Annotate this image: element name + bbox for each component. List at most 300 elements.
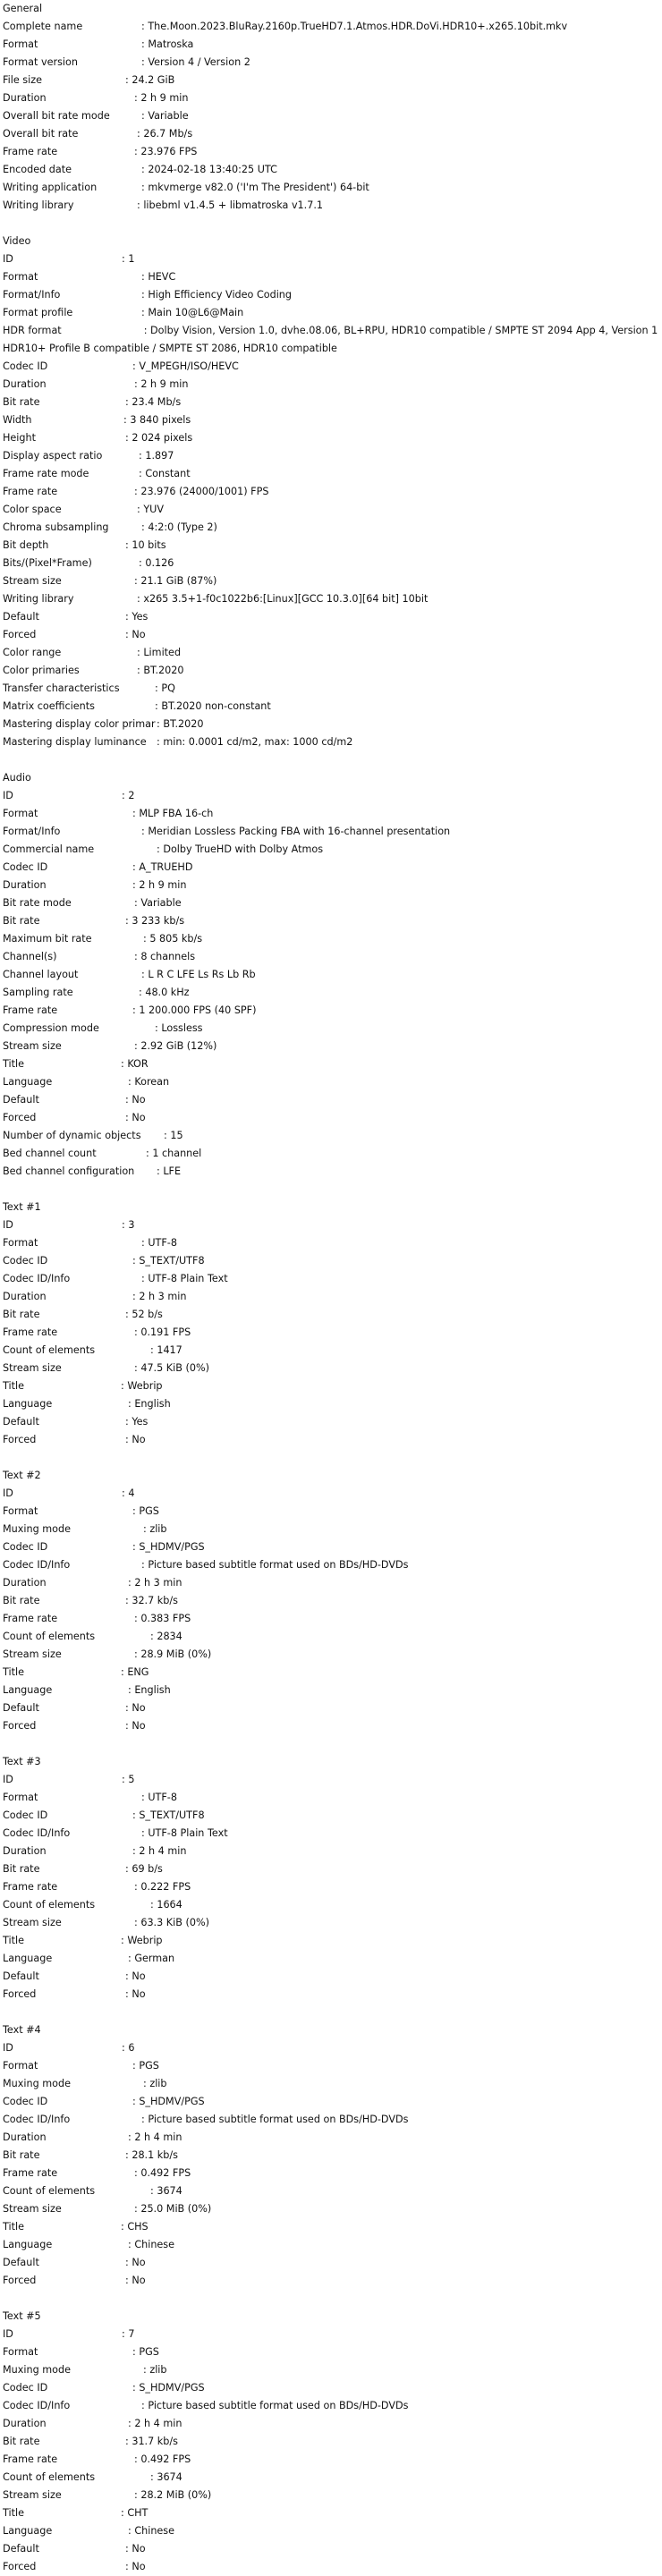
info-row xyxy=(3,447,662,465)
field-value: : 4 xyxy=(122,1487,135,1499)
section-text-3 xyxy=(3,1753,662,2004)
field-value: : LFE xyxy=(157,1165,182,1177)
field-label: Encoded date xyxy=(3,164,72,175)
info-row xyxy=(3,2200,662,2218)
field-value: : 23.976 (24000/1001) FPS xyxy=(134,486,269,497)
field-label: Forced xyxy=(3,2561,37,2572)
field-label: Format xyxy=(3,271,38,283)
field-label: Title xyxy=(3,1935,24,1946)
field-label: Channel layout xyxy=(3,969,79,980)
field-value: : L R C LFE Ls Rs Lb Rb xyxy=(141,969,256,980)
section-text-2 xyxy=(3,1467,662,1735)
field-value: : Webrip xyxy=(121,1935,163,1946)
field-label: Muxing mode xyxy=(3,2078,71,2089)
info-row xyxy=(3,1521,662,1538)
info-row xyxy=(3,877,662,894)
field-label: Stream size xyxy=(3,2489,62,2501)
field-value: : 0.492 FPS xyxy=(134,2453,191,2465)
field-value: : YUV xyxy=(137,504,165,515)
info-row xyxy=(3,2218,662,2236)
field-value: : KOR xyxy=(121,1058,149,1070)
field-value: : Main 10@L6@Main xyxy=(141,307,244,318)
info-row xyxy=(3,36,662,54)
field-label: Codec ID/Info xyxy=(3,1273,71,1284)
field-label: ID xyxy=(3,1774,13,1785)
info-row xyxy=(3,1896,662,1914)
field-value: : High Efficiency Video Coding xyxy=(141,289,292,301)
field-label: Transfer characteristics xyxy=(3,682,120,694)
field-value: : Chinese xyxy=(128,2525,175,2537)
info-row xyxy=(3,429,662,447)
info-row xyxy=(3,1825,662,1843)
field-value: : 31.7 kb/s xyxy=(125,2436,178,2447)
info-row xyxy=(3,1288,662,1306)
info-row xyxy=(3,89,662,107)
info-row xyxy=(3,1556,662,1574)
field-value: : No xyxy=(125,2561,146,2572)
info-row xyxy=(3,72,662,89)
field-value: : 1417 xyxy=(150,1344,182,1356)
field-value: : 8 channels xyxy=(134,951,196,962)
field-value: : PGS xyxy=(132,1505,159,1517)
field-value: : PQ xyxy=(155,682,175,694)
field-value: : No xyxy=(125,1702,146,1714)
field-label: Channel(s) xyxy=(3,951,57,962)
field-label: Frame rate xyxy=(3,146,58,157)
info-row xyxy=(3,2522,662,2540)
field-label: Color space xyxy=(3,504,62,515)
field-label: Mastering display color primar xyxy=(3,718,156,730)
field-label: Forced xyxy=(3,1720,37,1732)
field-label: Commercial name xyxy=(3,843,95,855)
info-row xyxy=(3,2254,662,2272)
field-label: Frame rate xyxy=(3,486,58,497)
field-value: : zlib xyxy=(143,2078,167,2089)
field-value: : 23.976 FPS xyxy=(134,146,198,157)
field-label: Writing application xyxy=(3,182,98,193)
field-value: : 5 xyxy=(122,1774,135,1785)
field-label: Format version xyxy=(3,56,78,68)
field-label: File size xyxy=(3,74,42,86)
info-row xyxy=(3,1986,662,2004)
info-row xyxy=(3,519,662,537)
field-value: : x265 3.5+1-f0c1022b6:[Linux][GCC 10.3.0][64 bit] 10bit xyxy=(137,593,429,605)
info-row xyxy=(3,572,662,590)
field-value: : Dolby TrueHD with Dolby Atmos xyxy=(157,843,324,855)
section-text-4 xyxy=(3,2021,662,2290)
field-value: : PGS xyxy=(132,2346,159,2358)
info-row xyxy=(3,626,662,644)
field-label: Title xyxy=(3,2507,24,2519)
field-value: : UTF-8 Plain Text xyxy=(141,1827,228,1839)
info-row xyxy=(3,1610,662,1628)
field-label: Language xyxy=(3,2239,53,2250)
info-row xyxy=(3,268,662,286)
field-label: Stream size xyxy=(3,1362,62,1374)
field-label: Count of elements xyxy=(3,1899,96,1911)
info-row xyxy=(3,1055,662,1073)
info-row xyxy=(3,2272,662,2290)
field-label: Frame rate mode xyxy=(3,468,89,479)
field-value: : CHS xyxy=(121,2221,149,2233)
field-value: : Yes xyxy=(125,611,149,623)
info-row xyxy=(3,1127,662,1145)
field-value: : Picture based subtitle format used on BDs/HD-DVDs xyxy=(141,2114,409,2125)
field-label: Codec ID xyxy=(3,1809,48,1821)
field-value: : The.Moon.2023.BluRay.2160p.TrueHD7.1.Atmos.HDR.DoVi.HDR10+.x265.10bit.mkv xyxy=(141,21,568,32)
info-row xyxy=(3,1234,662,1252)
field-label: Codec ID xyxy=(3,2382,48,2394)
info-row xyxy=(3,483,662,501)
field-label: Frame rate xyxy=(3,1613,58,1624)
field-value: : 3674 xyxy=(150,2471,182,2483)
field-value: : Chinese xyxy=(128,2239,175,2250)
info-row xyxy=(3,1073,662,1091)
section-title: Text #1 xyxy=(3,1201,41,1213)
field-value: : min: 0.0001 cd/m2, max: 1000 cd/m2 xyxy=(157,736,353,748)
field-label: ID xyxy=(3,1219,13,1231)
field-label: HDR format xyxy=(3,325,62,336)
info-row xyxy=(3,2075,662,2093)
field-value: : 3674 xyxy=(150,2185,182,2197)
field-label: Forced xyxy=(3,2275,37,2286)
info-row xyxy=(3,1860,662,1878)
field-label: Frame rate xyxy=(3,2167,58,2179)
field-value: : 0.191 FPS xyxy=(134,1326,191,1338)
field-value: : 0.492 FPS xyxy=(134,2167,191,2179)
info-row xyxy=(3,2433,662,2451)
field-value: : 1664 xyxy=(150,1899,182,1911)
field-label: Duration xyxy=(3,1845,47,1857)
section-video xyxy=(3,233,662,751)
section-title: Text #4 xyxy=(3,2024,41,2036)
field-value: : 2 024 pixels xyxy=(125,432,193,444)
field-value: : 6 xyxy=(122,2042,135,2054)
field-label: Bit rate xyxy=(3,1595,40,1606)
field-value: : 0.222 FPS xyxy=(134,1881,191,1893)
field-value: : 28.9 MiB (0%) xyxy=(134,1648,212,1660)
info-row xyxy=(3,2147,662,2165)
info-row xyxy=(3,644,662,662)
field-label: Bit rate mode xyxy=(3,897,72,909)
info-row xyxy=(3,859,662,877)
info-row xyxy=(3,2504,662,2522)
field-value: : V_MPEGH/ISO/HEVC xyxy=(132,360,239,372)
field-value: : 47.5 KiB (0%) xyxy=(134,1362,209,1374)
field-value: : No xyxy=(125,2543,146,2555)
field-value: : English xyxy=(128,1398,171,1410)
info-row xyxy=(3,286,662,304)
field-value: : S_HDMV/PGS xyxy=(132,1541,205,1553)
field-label: Duration xyxy=(3,879,47,891)
info-row xyxy=(3,1163,662,1181)
field-value: : 2 h 4 min xyxy=(132,1845,187,1857)
field-label: Muxing mode xyxy=(3,2364,71,2376)
field-label: Stream size xyxy=(3,1917,62,1928)
field-value: : 2 h 4 min xyxy=(128,2131,182,2143)
info-row xyxy=(3,1717,662,1735)
field-label: Forced xyxy=(3,629,37,640)
info-row xyxy=(3,1771,662,1789)
info-row xyxy=(3,2039,662,2057)
section-text-1 xyxy=(3,1199,662,1449)
field-value: : 2 h 9 min xyxy=(134,378,189,390)
field-value: : HEVC xyxy=(141,271,176,283)
field-label: Bit rate xyxy=(3,1309,40,1320)
info-row xyxy=(3,823,662,841)
field-label: Codec ID/Info xyxy=(3,1559,71,1571)
field-label: Count of elements xyxy=(3,1344,96,1356)
section-title: Text #5 xyxy=(3,2310,41,2322)
field-value: : No xyxy=(125,1970,146,1982)
field-label: ID xyxy=(3,2042,13,2054)
field-label: Default xyxy=(3,2257,39,2268)
info-row xyxy=(3,787,662,805)
field-value: : mkvmerge v82.0 ('I'm The President') 64-bit xyxy=(141,182,369,193)
field-label: Stream size xyxy=(3,575,62,587)
field-label: Format xyxy=(3,38,38,50)
field-label: Format/Info xyxy=(3,289,61,301)
field-value: : 24.2 GiB xyxy=(125,74,175,86)
field-label: Bit rate xyxy=(3,2149,40,2161)
info-row xyxy=(3,465,662,483)
field-label: Display aspect ratio xyxy=(3,450,103,462)
field-value: : Lossless xyxy=(155,1022,203,1034)
field-label: Count of elements xyxy=(3,2185,96,2197)
field-value: : Limited xyxy=(137,647,182,658)
field-label: Stream size xyxy=(3,1040,62,1052)
info-row xyxy=(3,1538,662,1556)
field-value: : No xyxy=(125,1720,146,1732)
info-row xyxy=(3,143,662,161)
field-value: : Meridian Lossless Packing FBA with 16-channel presentation xyxy=(141,826,451,837)
field-value: : A_TRUEHD xyxy=(132,861,193,873)
info-row xyxy=(3,912,662,930)
info-row xyxy=(3,1270,662,1288)
info-row xyxy=(3,2165,662,2182)
field-value: : Picture based subtitle format used on BDs/HD-DVDs xyxy=(141,1559,409,1571)
info-row xyxy=(3,948,662,966)
info-row xyxy=(3,161,662,179)
field-label: Title xyxy=(3,2221,24,2233)
field-label: Number of dynamic objects xyxy=(3,1130,141,1141)
field-value: : 25.0 MiB (0%) xyxy=(134,2203,212,2215)
info-row xyxy=(3,716,662,733)
field-label: Bits/(Pixel*Frame) xyxy=(3,557,92,569)
info-row xyxy=(3,2361,662,2379)
info-row xyxy=(3,1002,662,1020)
info-row xyxy=(3,322,662,358)
info-row xyxy=(3,1377,662,1395)
field-value: : 0.383 FPS xyxy=(134,1613,191,1624)
info-row xyxy=(3,1789,662,1807)
field-label: Color range xyxy=(3,647,62,658)
field-label: ID xyxy=(3,2328,13,2340)
field-value: : S_HDMV/PGS xyxy=(132,2096,205,2107)
info-row xyxy=(3,54,662,72)
section-audio xyxy=(3,769,662,1181)
field-label: Writing library xyxy=(3,199,74,211)
field-label: Overall bit rate mode xyxy=(3,110,110,122)
info-row xyxy=(3,394,662,411)
field-value: : 2 h 3 min xyxy=(128,1577,182,1589)
section-title: Audio xyxy=(3,772,31,784)
field-value: : 0.126 xyxy=(139,557,174,569)
field-label: Height xyxy=(3,432,36,444)
field-label: ID xyxy=(3,1487,13,1499)
field-label: Mastering display luminance xyxy=(3,736,147,748)
field-label: Format xyxy=(3,2346,38,2358)
field-label: Language xyxy=(3,1076,53,1088)
field-label: Codec ID xyxy=(3,861,48,873)
field-label: Codec ID xyxy=(3,1541,48,1553)
info-row xyxy=(3,1574,662,1592)
info-row xyxy=(3,1020,662,1038)
info-row xyxy=(3,2111,662,2129)
info-row xyxy=(3,2343,662,2361)
field-label: Frame rate xyxy=(3,1004,58,1016)
field-label: Frame rate xyxy=(3,1326,58,1338)
field-label: Duration xyxy=(3,1577,47,1589)
info-row xyxy=(3,1252,662,1270)
field-label: Language xyxy=(3,2525,53,2537)
field-value: : 5 805 kb/s xyxy=(143,933,203,945)
field-label: Color primaries xyxy=(3,665,80,676)
field-label: Language xyxy=(3,1398,53,1410)
field-value: : CHT xyxy=(121,2507,149,2519)
field-value: : 4:2:0 (Type 2) xyxy=(141,521,217,533)
field-value: : 15 xyxy=(164,1130,183,1141)
info-row xyxy=(3,841,662,859)
info-row xyxy=(3,894,662,912)
info-row xyxy=(3,2415,662,2433)
info-row xyxy=(3,1950,662,1968)
field-label: Duration xyxy=(3,1291,47,1302)
field-label: ID xyxy=(3,253,13,265)
info-row xyxy=(3,1306,662,1324)
field-label: Sampling rate xyxy=(3,987,73,998)
info-row xyxy=(3,304,662,322)
field-value: : libebml v1.4.5 + libmatroska v1.7.1 xyxy=(137,199,324,211)
field-value: : 23.4 Mb/s xyxy=(125,396,182,408)
info-row xyxy=(3,376,662,394)
info-row xyxy=(3,2558,662,2576)
field-value: : Constant xyxy=(139,468,191,479)
field-label: Codec ID xyxy=(3,1255,48,1267)
field-label: Codec ID/Info xyxy=(3,2114,71,2125)
field-value: : 28.2 MiB (0%) xyxy=(134,2489,212,2501)
info-row xyxy=(3,179,662,197)
info-row xyxy=(3,930,662,948)
field-label: Format xyxy=(3,1237,38,1249)
field-value: : 28.1 kb/s xyxy=(125,2149,178,2161)
info-row xyxy=(3,2326,662,2343)
info-row xyxy=(3,1145,662,1163)
field-value: : No xyxy=(125,1112,146,1123)
field-value: : 2 xyxy=(122,790,135,801)
field-value: : Korean xyxy=(128,1076,170,1088)
field-label: Default xyxy=(3,1094,39,1106)
field-value: : 3 xyxy=(122,1219,135,1231)
field-label: Muxing mode xyxy=(3,1523,71,1535)
field-value: : 63.3 KiB (0%) xyxy=(134,1917,209,1928)
info-row xyxy=(3,733,662,751)
info-row xyxy=(3,2093,662,2111)
field-value: : S_TEXT/UTF8 xyxy=(132,1255,205,1267)
field-label: Count of elements xyxy=(3,2471,96,2483)
section-title: Video xyxy=(3,235,31,247)
field-value: : No xyxy=(125,2257,146,2268)
field-label: ID xyxy=(3,790,13,801)
field-value: : UTF-8 xyxy=(141,1792,177,1803)
field-label: Title xyxy=(3,1666,24,1678)
info-row xyxy=(3,250,662,268)
field-value: : 69 b/s xyxy=(125,1863,163,1875)
field-label: Duration xyxy=(3,2131,47,2143)
field-label: Default xyxy=(3,2543,39,2555)
info-row xyxy=(3,1216,662,1234)
field-label: Matrix coefficients xyxy=(3,700,95,712)
field-value: : zlib xyxy=(143,1523,167,1535)
info-row xyxy=(3,1592,662,1610)
field-label: Default xyxy=(3,1702,39,1714)
info-row xyxy=(3,501,662,519)
info-row xyxy=(3,2487,662,2504)
info-row xyxy=(3,1091,662,1109)
field-label: Title xyxy=(3,1058,24,1070)
field-value: : Picture based subtitle format used on BDs/HD-DVDs xyxy=(141,2400,409,2411)
field-value: : BT.2020 non-constant xyxy=(155,700,271,712)
field-label: Width xyxy=(3,414,32,426)
info-row xyxy=(3,805,662,823)
info-row xyxy=(3,1431,662,1449)
info-row xyxy=(3,2236,662,2254)
section-title: Text #3 xyxy=(3,1756,41,1767)
field-value: : 2 h 9 min xyxy=(132,879,187,891)
field-label: Overall bit rate xyxy=(3,128,79,140)
info-row xyxy=(3,2379,662,2397)
info-row xyxy=(3,1682,662,1699)
field-value: : 3 233 kb/s xyxy=(125,915,185,927)
info-row xyxy=(3,125,662,143)
info-row xyxy=(3,1413,662,1431)
info-row xyxy=(3,1395,662,1413)
field-value: : No xyxy=(125,1988,146,2000)
field-value: : Dolby Vision, Version 1.0, dvhe.08.06, BL+RPU, HDR10 compatible / SMPTE ST 2094 App 4, Version 1 HDR10+ Profile B compatible / SMPTE ST 2086, HDR10 compatible xyxy=(3,325,658,354)
section-title: Text #2 xyxy=(3,1470,41,1481)
field-value: : 10 bits xyxy=(125,539,166,551)
info-row xyxy=(3,2182,662,2200)
field-value: : 26.7 Mb/s xyxy=(137,128,193,140)
field-value: : 2 h 4 min xyxy=(128,2418,182,2429)
info-row xyxy=(3,680,662,698)
field-value: : 2024-02-18 13:40:25 UTC xyxy=(141,164,277,175)
field-label: Bit rate xyxy=(3,396,40,408)
section-title: General xyxy=(3,3,43,14)
field-label: Stream size xyxy=(3,1648,62,1660)
field-value: : 1 channel xyxy=(146,1148,202,1159)
field-value: : 3 840 pixels xyxy=(123,414,191,426)
field-value: : 2 h 9 min xyxy=(134,92,189,104)
info-row xyxy=(3,1664,662,1682)
field-value: : No xyxy=(125,629,146,640)
field-value: : 2834 xyxy=(150,1631,182,1642)
field-label: Bed channel count xyxy=(3,1148,97,1159)
field-label: Format xyxy=(3,808,38,819)
info-row xyxy=(3,1342,662,1360)
info-row xyxy=(3,2057,662,2075)
field-value: : English xyxy=(128,1684,171,1696)
